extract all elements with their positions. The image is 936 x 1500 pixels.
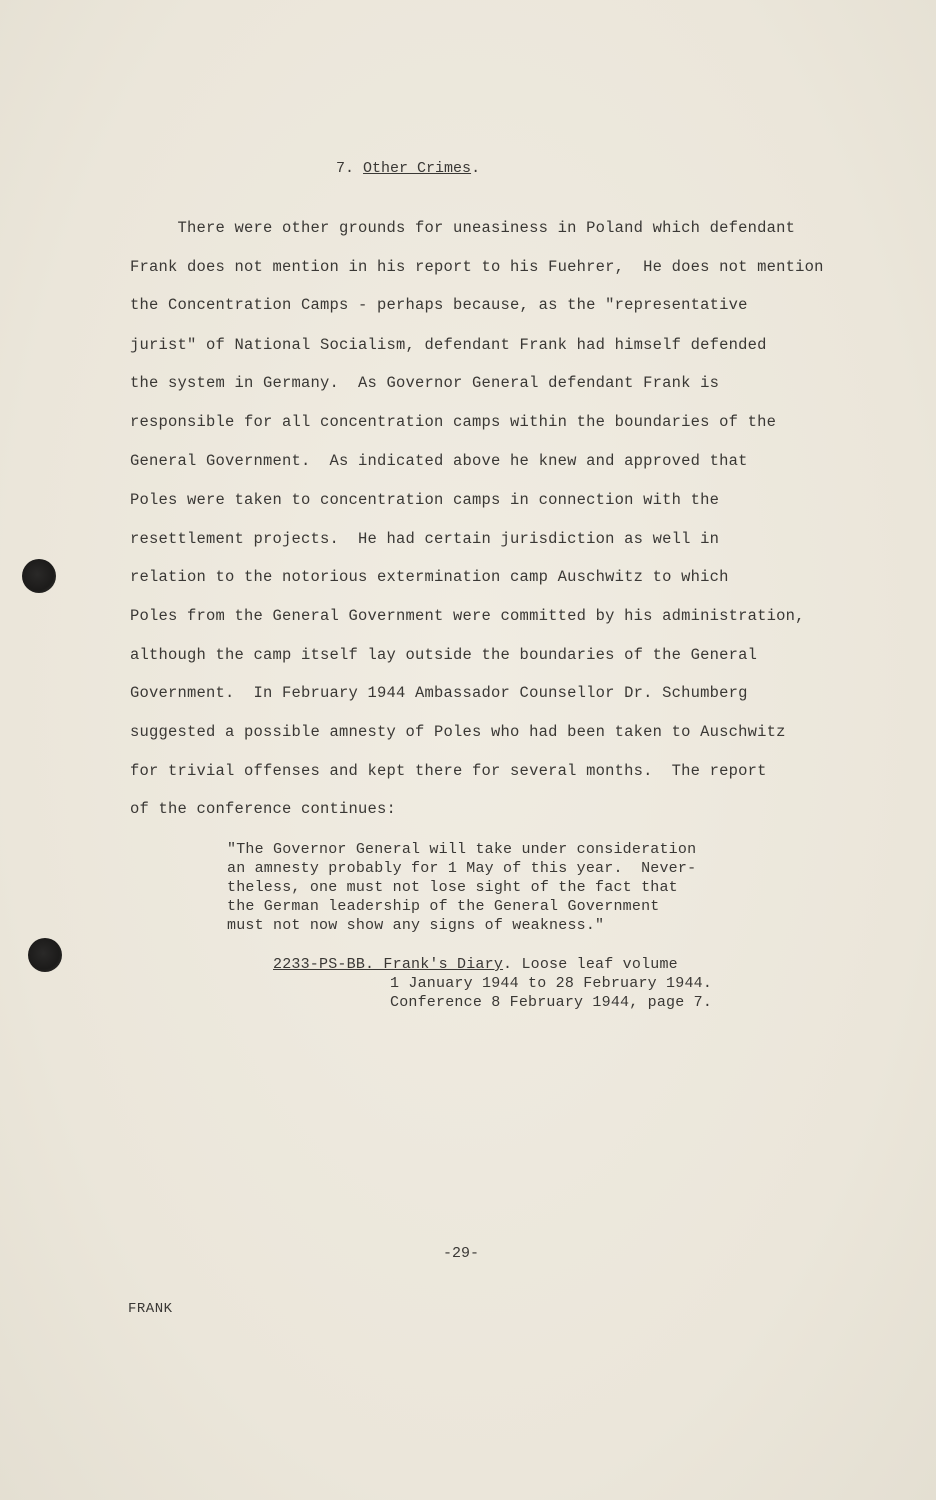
quote-line: the German leadership of the General Government [227,898,660,915]
paragraph-line: the Concentration Camps - perhaps because, as the "representative [130,296,748,314]
punch-hole [28,938,62,972]
page-number: -29- [443,1245,480,1262]
section-heading [336,160,480,177]
citation-document: 2233-PS-BB. Frank's Diary [273,956,504,973]
paragraph-line: of the conference continues: [130,800,397,818]
paragraph-line: jurist" of National Socialism, defendant Frank had himself defended [130,336,767,354]
citation-rest: . Loose leaf volume [503,956,678,973]
paragraph-line: suggested a possible amnesty of Poles who had been taken to Auschwitz [130,723,786,741]
citation-line [273,956,678,973]
paragraph-line: Government. In February 1944 Ambassador Counsellor Dr. Schumberg [130,684,748,702]
citation-line: 1 January 1944 to 28 February 1944. [390,975,713,992]
quote-line: "The Governor General will take under consideration [227,841,697,858]
paragraph-line: Frank does not mention in his report to his Fuehrer, He does not mention [130,258,824,276]
quote-line: theless, one must not lose sight of the fact that [227,879,678,896]
quote-line: must not now show any signs of weakness." [227,917,605,934]
paragraph-line: Poles were taken to concentration camps in connection with the [130,491,720,509]
paragraph-line: relation to the notorious extermination camp Auschwitz to which [130,568,729,586]
punch-hole [22,559,56,593]
citation-line: Conference 8 February 1944, page 7. [390,994,713,1011]
section-number: 7. [336,160,355,177]
paragraph-line: Poles from the General Government were committed by his administration, [130,607,805,625]
paragraph-line: There were other grounds for uneasiness in Poland which defendant [130,219,796,237]
paragraph-line: the system in Germany. As Governor General defendant Frank is [130,374,720,392]
paragraph-line: General Government. As indicated above he knew and approved that [130,452,748,470]
quote-line: an amnesty probably for 1 May of this year. Never- [227,860,697,877]
paragraph-line: although the camp itself lay outside the boundaries of the General [130,646,758,664]
section-title-period: . [471,160,481,177]
section-title: Other Crimes [363,160,472,177]
paragraph-line: for trivial offenses and kept there for several months. The report [130,762,767,780]
paragraph-line: responsible for all concentration camps within the boundaries of the [130,413,777,431]
footer-label: FRANK [128,1301,173,1317]
paragraph-line: resettlement projects. He had certain jurisdiction as well in [130,530,720,548]
